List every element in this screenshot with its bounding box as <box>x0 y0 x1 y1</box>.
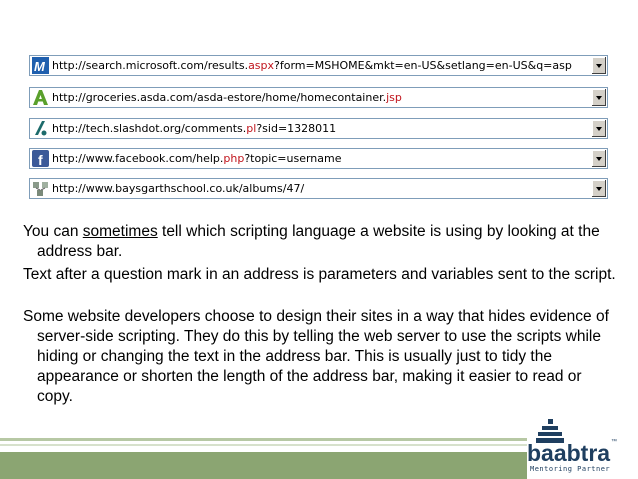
dropdown-arrow-button[interactable] <box>591 150 606 167</box>
facebook-icon <box>32 150 49 167</box>
address-bar-asda[interactable] <box>29 87 608 108</box>
paragraph-question-mark: Text after a question mark in an address is parameters and variables sent to the script. <box>23 266 616 283</box>
logo-tagline: Mentoring Partner <box>530 465 611 473</box>
dropdown-arrow-button[interactable] <box>591 89 606 106</box>
address-bar-baysgarth[interactable] <box>29 178 608 199</box>
svg-text:f: f <box>38 152 43 167</box>
dropdown-arrow-button[interactable] <box>591 180 606 197</box>
address-bar-microsoft[interactable] <box>29 55 608 76</box>
address-url: http://www.facebook.com/help.php?topic=username <box>52 152 342 165</box>
svg-text:M: M <box>34 59 45 74</box>
paragraph-hide-scripting: Some website developers choose to design their sites in a way that hides evidence of server-side scripting. They do this by telling the web server to use the scripts while hiding or changing the text in the address bar. This is usually just to tidy the appearance or shorten the length of the address bar, making it easier to read or copy. <box>23 308 609 405</box>
address-url: http://tech.slashdot.org/comments.pl?sid=1328011 <box>52 122 337 135</box>
address-url: http://groceries.asda.com/asda-estore/home/homecontainer.jsp <box>52 91 402 104</box>
generic-site-icon <box>32 180 49 197</box>
logo-trademark: ™ <box>611 439 617 445</box>
address-url: http://search.microsoft.com/results.aspx?form=MSHOME&mkt=en-US&setlang=en-US&q=asp <box>52 59 572 72</box>
address-url: http://www.baysgarthschool.co.uk/albums/47/ <box>52 182 305 195</box>
slashdot-icon <box>32 120 49 137</box>
dropdown-arrow-button[interactable] <box>591 120 606 137</box>
asda-icon <box>32 89 49 106</box>
dropdown-arrow-button[interactable] <box>591 57 606 74</box>
msn-search-icon <box>32 57 49 74</box>
address-bar-facebook[interactable] <box>29 148 608 169</box>
address-bar-slashdot[interactable] <box>29 118 608 139</box>
logo-wordmark: baabtra <box>527 440 611 466</box>
paragraph-scripting-language: You can sometimes tell which scripting language a website is using by looking at the address bar. <box>23 223 600 260</box>
